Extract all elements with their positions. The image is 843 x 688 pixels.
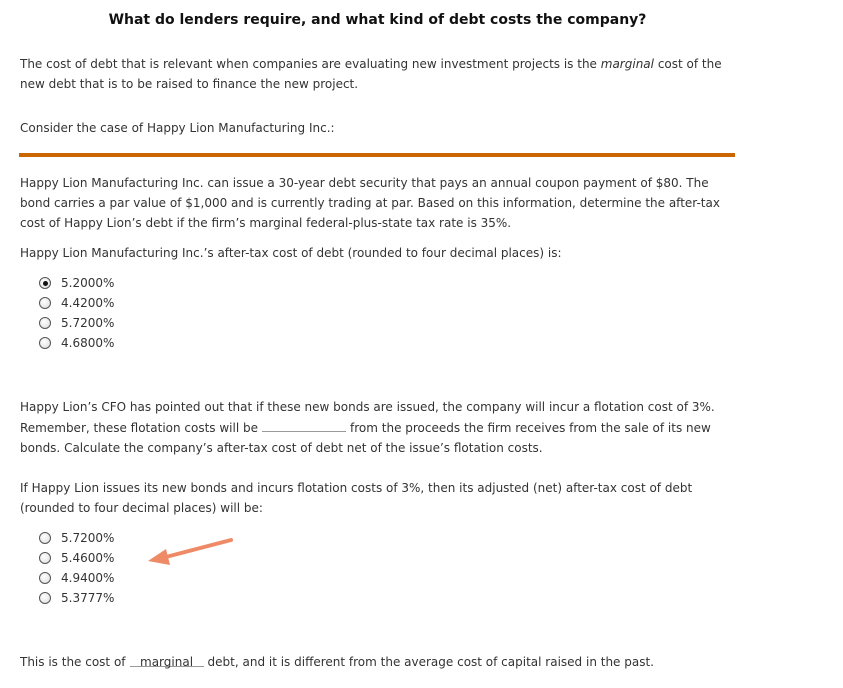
q2-option-3[interactable] xyxy=(39,569,114,587)
section-divider xyxy=(19,153,735,157)
radio-button[interactable] xyxy=(39,572,51,584)
consider-text: Consider the case of Happy Lion Manufacturing Inc.: xyxy=(20,121,335,135)
option-label: 5.2000% xyxy=(61,276,115,290)
option-label: 5.3777% xyxy=(61,591,115,605)
radio-button-selected[interactable] xyxy=(39,277,51,289)
radio-button[interactable] xyxy=(39,297,51,309)
problem-statement: Happy Lion Manufacturing Inc. can issue a 30-year debt security that pays an annual coupon payment of $80. The bond carries a par value of $1,000 and is currently trading at par. Based on this information, determine the after-tax cost of Happy Lion’s debt if the firm’s marginal federal-plus-state tax rate is 35%. xyxy=(20,176,720,230)
q1-option-3[interactable] xyxy=(39,314,114,332)
closing-blank-dropdown[interactable]: marginal xyxy=(130,652,204,667)
option-label: 5.4600% xyxy=(61,551,115,565)
pointer-arrow-icon xyxy=(140,530,240,570)
flotation-blank-dropdown[interactable] xyxy=(262,417,346,432)
question-2-prompt: If Happy Lion issues its new bonds and incurs flotation costs of 3%, then its adjusted (net) after-tax cost of debt (rounded to four decimal places) will be: xyxy=(20,481,693,515)
intro-emphasis: marginal xyxy=(600,57,654,71)
q1-option-2[interactable] xyxy=(39,294,114,312)
flotation-text-2: from the proceeds the firm receives from the sale of its new bonds. Calculate the company’s after-tax cost of debt net of the issue’s flotation costs. xyxy=(20,421,711,455)
radio-button[interactable] xyxy=(39,337,51,349)
page-title: What do lenders require, and what kind of debt costs the company? xyxy=(108,12,647,28)
closing-text-2: debt, and it is different from the average cost of capital raised in the past. xyxy=(207,655,654,669)
q2-option-2[interactable] xyxy=(39,549,114,567)
intro-text-2: cost of the new debt that is to be raised to finance the new project. xyxy=(20,57,722,91)
flotation-paragraph xyxy=(20,397,740,458)
intro-text-1: The cost of debt that is relevant when companies are evaluating new investment projects is the xyxy=(20,57,601,71)
closing-paragraph xyxy=(20,652,740,672)
q2-option-4[interactable] xyxy=(39,589,114,607)
option-label: 5.7200% xyxy=(61,531,115,545)
closing-text-1: This is the cost of xyxy=(20,655,126,669)
radio-button[interactable] xyxy=(39,552,51,564)
option-label: 4.6800% xyxy=(61,336,115,350)
q1-option-1[interactable] xyxy=(39,274,114,292)
q2-option-1[interactable] xyxy=(39,529,114,547)
flotation-text-1: Happy Lion’s CFO has pointed out that if these new bonds are issued, the company will incur a flotation cost of 3%. Remember, these flotation costs will be xyxy=(20,400,715,435)
intro-paragraph xyxy=(20,54,740,94)
question-1-prompt: Happy Lion Manufacturing Inc.’s after-tax cost of debt (rounded to four decimal places) is: xyxy=(20,246,562,260)
radio-button[interactable] xyxy=(39,592,51,604)
q1-option-4[interactable] xyxy=(39,334,114,352)
option-label: 4.4200% xyxy=(61,296,115,310)
radio-button[interactable] xyxy=(39,532,51,544)
option-label: 4.9400% xyxy=(61,571,115,585)
radio-button[interactable] xyxy=(39,317,51,329)
option-label: 5.7200% xyxy=(61,316,115,330)
